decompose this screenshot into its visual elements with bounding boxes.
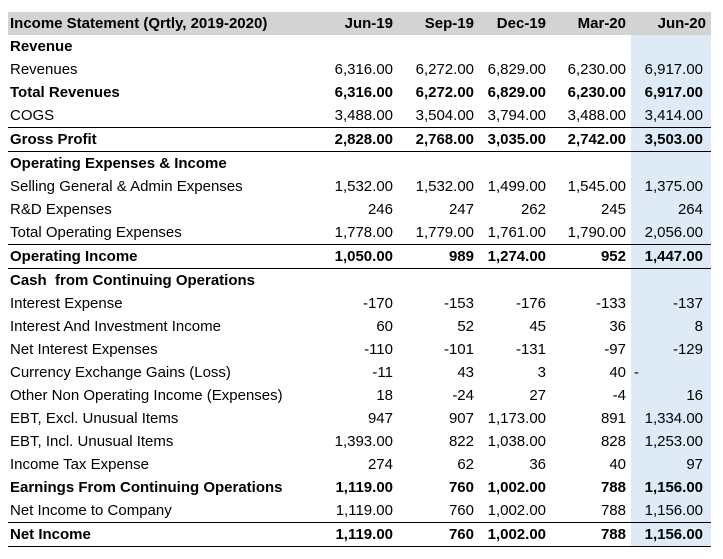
row-label: Total Revenues [10,84,120,101]
cell-value: -133 [595,295,626,312]
cell-value: 1,393.00 [334,433,393,450]
cell-value: 1,334.00 [631,407,711,430]
cell-value [398,152,479,176]
header-row [8,12,711,35]
cell-value: 245 [600,201,626,218]
cell-value: 989 [398,245,479,269]
cell-value [330,269,398,293]
cell-value: 2,742.00 [551,128,631,152]
cell-value: 1,002.00 [479,523,551,547]
table-row [8,338,711,361]
cell-value: 3 [537,364,546,381]
cell-value [330,152,398,176]
row-label: Net Income [8,523,330,547]
cell-value: 6,272.00 [415,84,474,101]
column-header-mar-20: Mar-20 [551,12,631,35]
table-row [8,198,711,221]
cell-value: 1,532.00 [415,178,474,195]
table-row [8,407,711,430]
cell-value: 36 [529,456,546,473]
cell-value: 40 [609,456,626,473]
table-row [8,523,711,547]
table-row [8,384,711,407]
cell-value: 6,230.00 [567,61,626,78]
table-row [8,104,711,128]
cell-value [631,269,711,293]
cell-value [479,152,551,176]
cell-value: 18 [376,387,393,404]
cell-value: 247 [448,201,474,218]
cell-value: 1,050.00 [330,245,398,269]
cell-value: 907 [448,410,474,427]
column-header-jun-19: Jun-19 [330,12,398,35]
row-label: Income Tax Expense [10,456,149,473]
table-row [8,58,711,81]
row-label: Other Non Operating Income (Expenses) [10,387,283,404]
row-label: Operating Expenses & Income [10,155,227,172]
cell-value: 6,230.00 [567,84,626,101]
cell-value: 6,917.00 [631,81,711,104]
table-row [8,221,711,245]
cell-value: 1,038.00 [487,433,546,450]
cell-value: 27 [529,387,546,404]
cell-value: 16 [631,384,711,407]
cell-value [479,269,551,293]
cell-value: 274 [367,456,393,473]
cell-value: 1,156.00 [631,499,711,523]
cell-value: 3,488.00 [334,107,393,124]
cell-value: 828 [600,433,626,450]
cell-value: 1,375.00 [631,175,711,198]
cell-value: 6,829.00 [487,84,546,101]
table-row [8,269,711,293]
cell-value: 62 [457,456,474,473]
cell-value: 1,119.00 [330,499,398,523]
cell-value: 1,274.00 [479,245,551,269]
table-row [8,292,711,315]
cell-value: -131 [515,341,546,358]
cell-value: 264 [631,198,711,221]
cell-value: -101 [443,341,474,358]
cell-value: 1,761.00 [487,224,546,241]
table-title: Income Statement (Qrtly, 2019-2020) [8,12,330,35]
cell-value: 1,447.00 [631,245,711,269]
cell-value: 3,794.00 [487,107,546,124]
cell-value: 1,156.00 [631,476,711,499]
table-row [8,361,711,384]
cell-value: 60 [376,318,393,335]
cell-value: -129 [631,338,711,361]
income-statement-table [8,12,711,547]
cell-value: - [631,361,711,384]
cell-value: 6,316.00 [334,84,393,101]
cell-value: -137 [631,292,711,315]
cell-value [631,152,711,176]
cell-value: 1,778.00 [334,224,393,241]
table-row [8,128,711,152]
cell-value [330,35,398,58]
cell-value: 760 [398,523,479,547]
cell-value: 1,156.00 [631,523,711,547]
cell-value: 891 [600,410,626,427]
column-header-dec-19: Dec-19 [479,12,551,35]
cell-value: 1,002.00 [479,499,551,523]
cell-value: 6,829.00 [487,61,546,78]
row-label: Revenues [10,61,78,78]
row-label: COGS [10,107,55,124]
row-label: R&D Expenses [10,201,112,218]
cell-value: 788 [551,523,631,547]
cell-value: 3,414.00 [631,104,711,128]
row-label: Interest Expense [10,295,123,312]
cell-value: 1,532.00 [334,178,393,195]
cell-value: 40 [609,364,626,381]
cell-value [479,35,551,58]
row-label: Interest And Investment Income [10,318,221,335]
cell-value [551,152,631,176]
cell-value [398,35,479,58]
cell-value [631,35,711,58]
cell-value: 3,504.00 [415,107,474,124]
cell-value: 788 [600,479,626,496]
row-label: Currency Exchange Gains (Loss) [10,364,231,381]
cell-value: 788 [551,499,631,523]
cell-value: -170 [362,295,393,312]
cell-value: 1,002.00 [487,479,546,496]
table-row [8,499,711,523]
cell-value: -24 [452,387,474,404]
cell-value: -4 [612,387,626,404]
cell-value [551,269,631,293]
cell-value [551,35,631,58]
row-label: Net Income to Company [8,499,330,523]
cell-value: 1,790.00 [567,224,626,241]
cell-value: 2,828.00 [330,128,398,152]
cell-value: 262 [520,201,546,218]
cell-value: 6,272.00 [415,61,474,78]
cell-value: 246 [367,201,393,218]
cell-value: 6,316.00 [334,61,393,78]
cell-value: 3,503.00 [631,128,711,152]
cell-value: 1,119.00 [335,479,393,496]
table-row [8,81,711,104]
column-header-jun-20: Jun-20 [631,12,711,35]
row-label: Gross Profit [8,128,330,152]
table-row [8,175,711,198]
row-label: EBT, Incl. Unusual Items [10,433,174,450]
cell-value: 3,488.00 [567,107,626,124]
row-label: Selling General & Admin Expenses [10,178,243,195]
cell-value: 97 [631,453,711,476]
cell-value: 1,545.00 [567,178,626,195]
cell-value: 1,173.00 [487,410,546,427]
cell-value: 6,917.00 [631,58,711,81]
table-row [8,152,711,176]
row-label: Operating Income [8,245,330,269]
cell-value: 3,035.00 [479,128,551,152]
table-row [8,35,711,58]
cell-value: 2,056.00 [631,221,711,245]
table-row [8,315,711,338]
row-label: Total Operating Expenses [10,224,182,241]
table-row [8,245,711,269]
cell-value: 1,499.00 [487,178,546,195]
cell-value: 947 [367,410,393,427]
cell-value: 1,779.00 [415,224,474,241]
cell-value: -110 [364,341,393,358]
row-label: EBT, Excl. Unusual Items [10,410,179,427]
row-label: Earnings From Continuing Operations [10,479,283,496]
row-label: Revenue [10,38,73,55]
cell-value: 52 [457,318,474,335]
cell-value: 43 [457,364,474,381]
table-row [8,430,711,453]
cell-value: 45 [529,318,546,335]
column-header-sep-19: Sep-19 [398,12,479,35]
cell-value: 1,119.00 [330,523,398,547]
cell-value: -11 [372,364,393,381]
cell-value: 760 [398,499,479,523]
table-row [8,476,711,499]
cell-value [398,269,479,293]
cell-value: 760 [448,479,474,496]
cell-value: 952 [551,245,631,269]
cell-value: -153 [443,295,474,312]
cell-value: 822 [448,433,474,450]
table-body [8,35,711,547]
cell-value: 1,253.00 [631,430,711,453]
cell-value: 8 [631,315,711,338]
cell-value: -176 [515,295,546,312]
cell-value: 36 [609,318,626,335]
cell-value: 2,768.00 [398,128,479,152]
table-row [8,453,711,476]
cell-value: -97 [604,341,626,358]
row-label: Net Interest Expenses [10,341,158,358]
row-label: Cash from Continuing Operations [10,272,256,289]
